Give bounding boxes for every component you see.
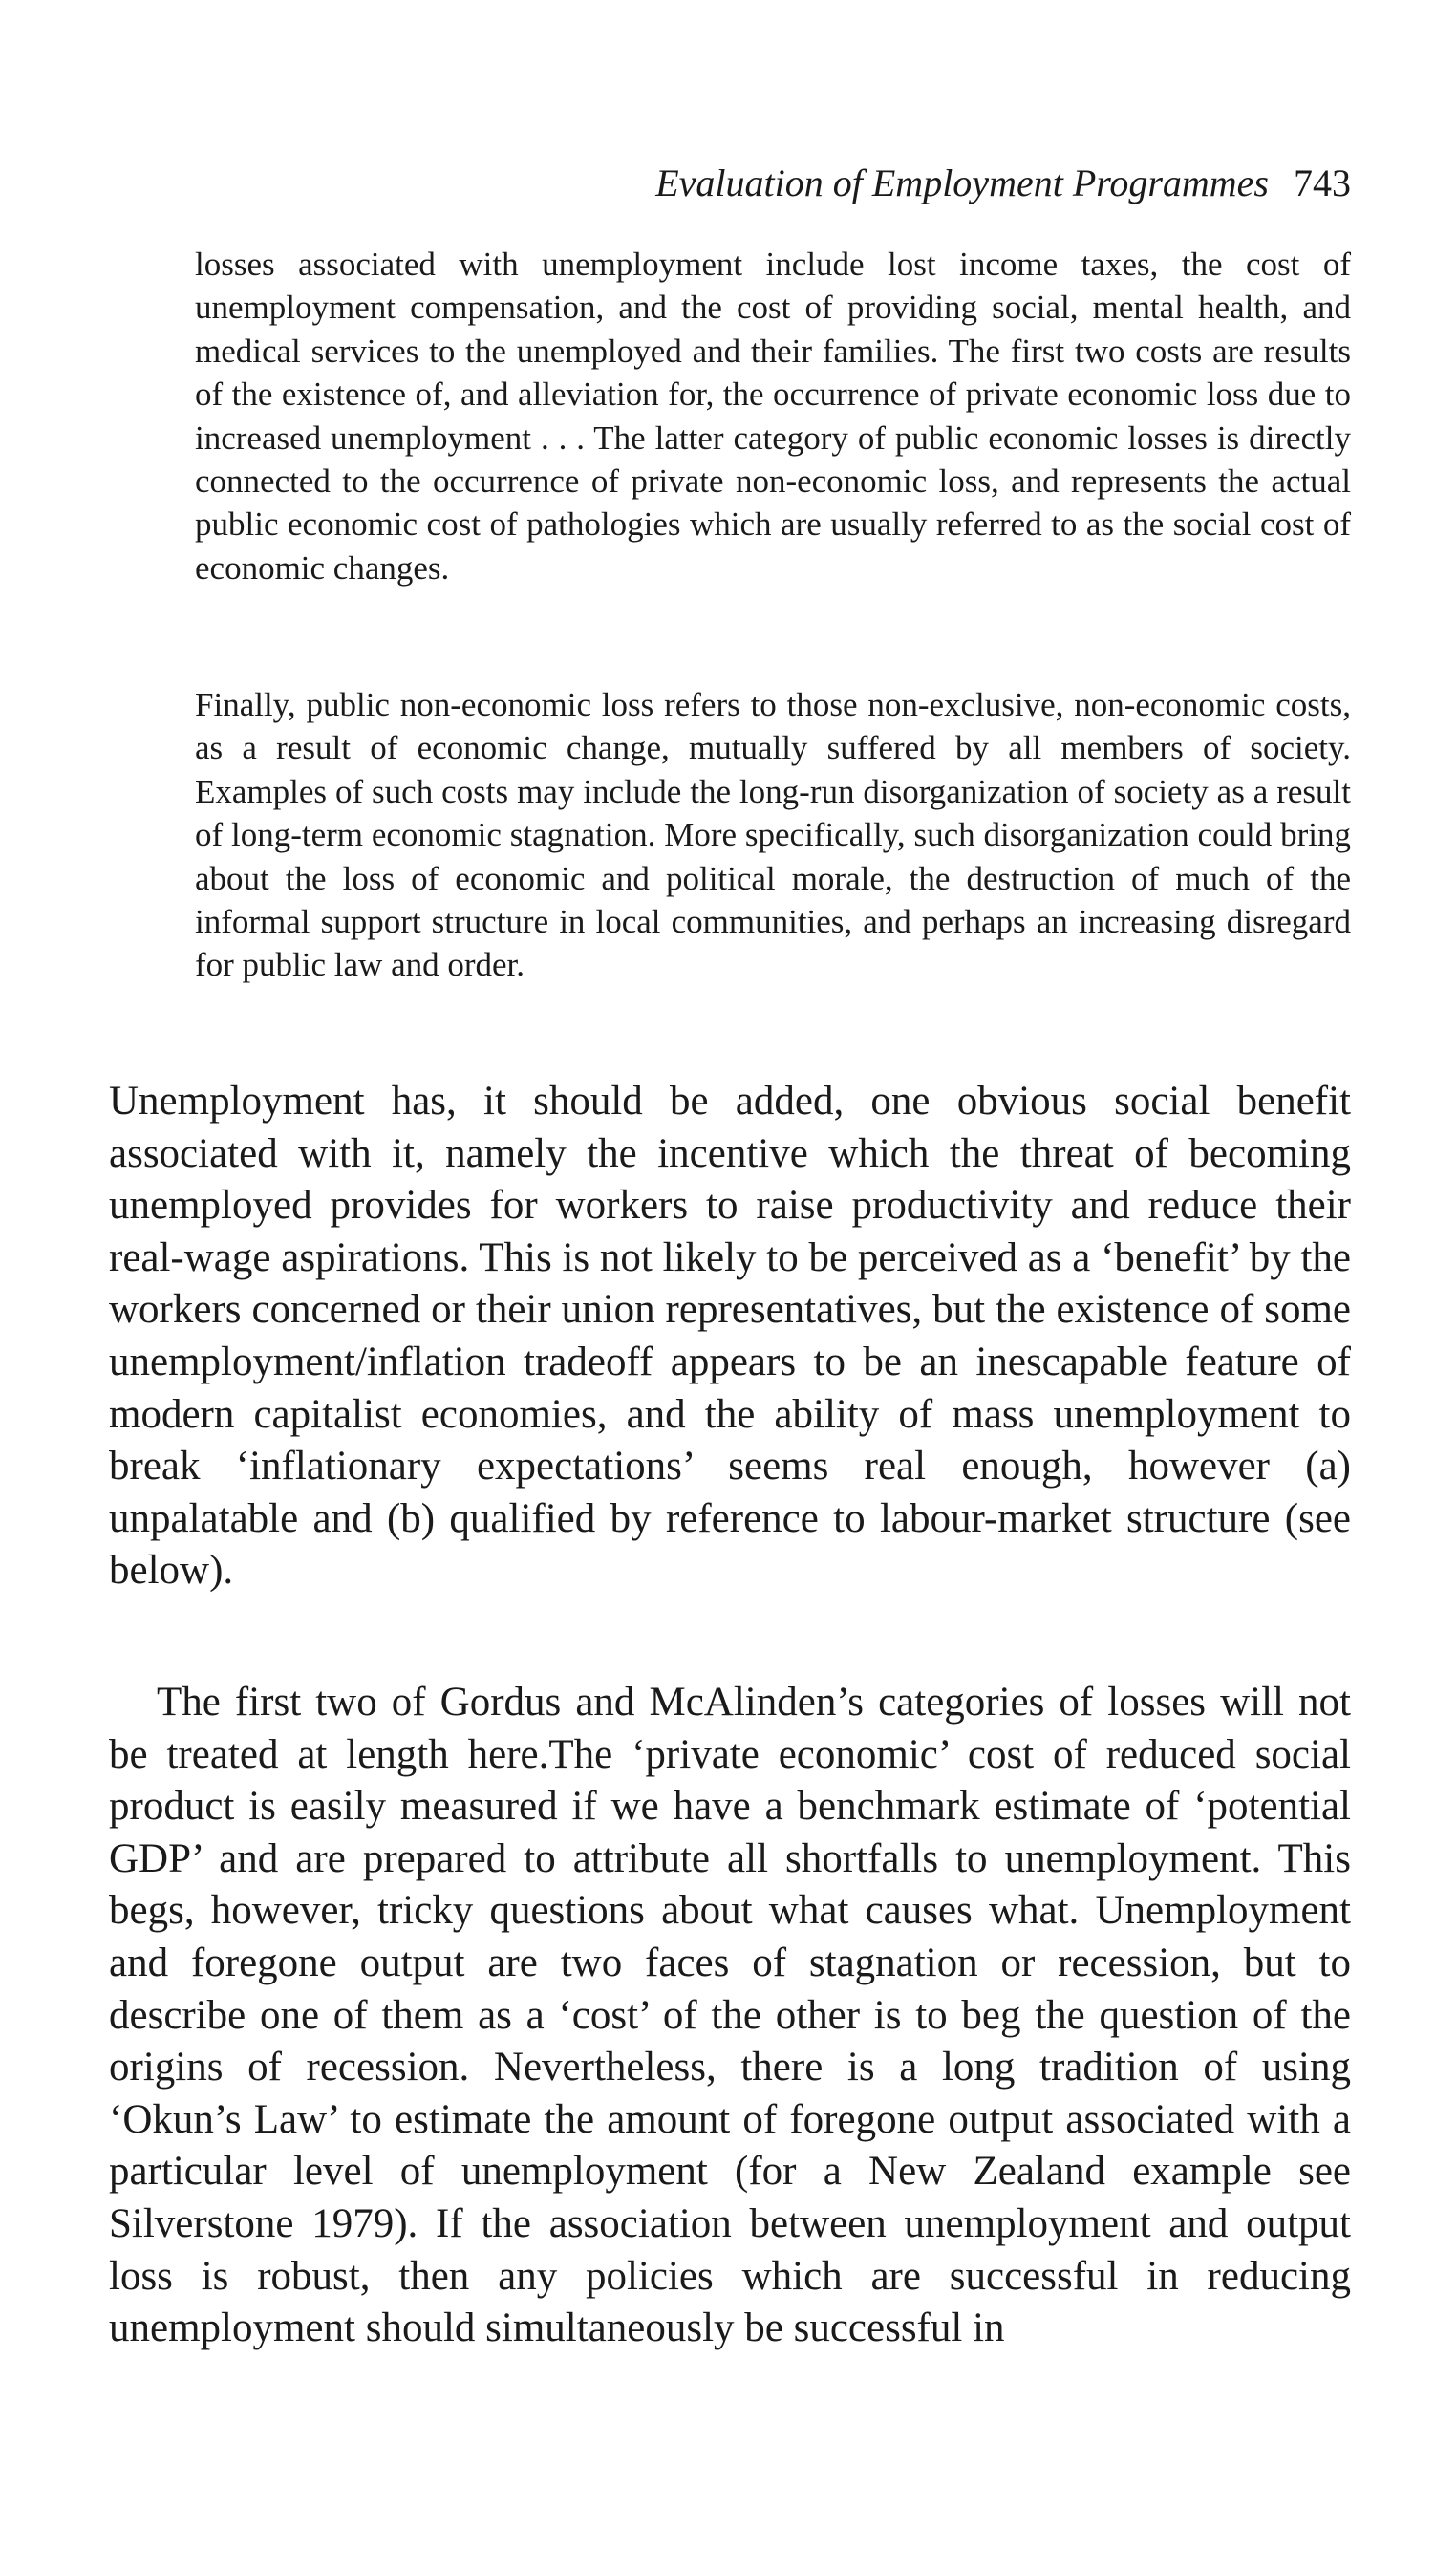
- block-quote-paragraph-2: Finally, public non-economic loss refers to those non-exclusive, non-economic costs, as a result of economic change, mutually suffered by all members of society. Examples of such costs may include the long-run disorganization of society as a result of long-term economic stagnation. More specifically, such disorganization could bring about the loss of economic and political morale, the destruction of much of the informal support structure in local communities, and perhaps an increasing disregard for public law and order.: [195, 686, 1351, 984]
- page-number: 743: [1294, 161, 1351, 204]
- block-quote-paragraph-1: losses associated with unemployment include lost income taxes, the cost of unemployment compensation, and the cost of providing social, mental health, and medical services to the unemployed and their families. The first two costs are results of the existence of, and alleviation for, the occurrence of private economic loss due to increased unemployment . . . The latter category of public economic losses is directly connected to the occurrence of private non-economic loss, and represents the actual public economic cost of pathologies which are usually referred to as the social cost of economic changes.: [195, 246, 1351, 587]
- body-paragraph-2: The first two of Gordus and McAlinden’s categories of losses will not be treated at length here.The ‘private economic’ cost of reduced social product is easily measured if we have a benchmark estimate of ‘potential GDP’ and are prepared to attribute all shortfalls to unemployment. This begs, however, tricky questions about what causes what. Unemployment and foregone output are two faces of stagnation or recession, but to describe one of them as a ‘cost’ of the other is to beg the question of the origins of recession. Nevertheless, there is a long tradition of using ‘Okun’s Law’ to estimate the amount of foregone output associated with a particular level of unemployment (for a New Zealand example see Silverstone 1979). If the association between unemployment and output loss is robust, then any policies which are successful in reducing unemployment should simultaneously be successful in: [109, 1680, 1351, 2351]
- running-head: [109, 161, 1351, 206]
- body-paragraph-1: Unemployment has, it should be added, one obvious social benefit associated with it, namely the incentive which the threat of becoming unemployed provides for workers to raise productivity and reduce their real-wage aspirations. This is not likely to be perceived as a ‘benefit’ by the workers concerned or their union representatives, but the existence of some unemployment/inflation tradeoff appears to be an inescapable feature of modern capitalist economies, and the ability of mass unemployment to break ‘inflationary expectations’ seems real enough, however (a) unpalatable and (b) qualified by reference to labour-market structure (see below).: [109, 1079, 1351, 1594]
- running-head-title: Evaluation of Employment Programmes: [655, 161, 1269, 204]
